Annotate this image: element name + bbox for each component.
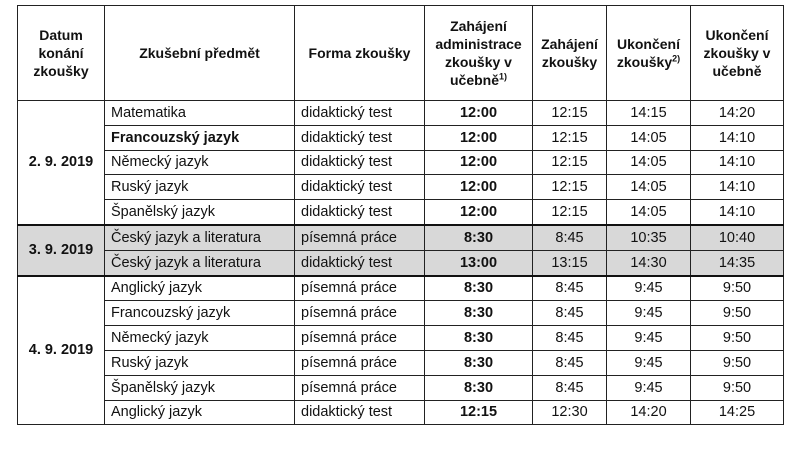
table-row bbox=[18, 375, 784, 400]
footnote-2: 2) bbox=[672, 53, 681, 64]
table-row bbox=[18, 400, 784, 425]
room-end-time: 14:10 bbox=[691, 200, 784, 225]
header-room-end: Ukončení zkoušky v učebně bbox=[691, 6, 784, 101]
subject: Francouzský jazyk bbox=[105, 125, 295, 150]
header-exam-end bbox=[607, 6, 691, 101]
header-exam-end-text: Ukončení zkoušky bbox=[616, 36, 680, 70]
room-end-time: 14:10 bbox=[691, 125, 784, 150]
table-row bbox=[18, 175, 784, 200]
subject: Francouzský jazyk bbox=[105, 301, 295, 326]
subject: Český jazyk a literatura bbox=[105, 225, 295, 250]
exam-end-time: 14:15 bbox=[607, 101, 691, 126]
table-row bbox=[18, 250, 784, 275]
subject: Anglický jazyk bbox=[105, 276, 295, 301]
table-row bbox=[18, 225, 784, 250]
exam-start-time: 12:15 bbox=[533, 125, 607, 150]
subject: Český jazyk a literatura bbox=[105, 250, 295, 275]
room-end-time: 9:50 bbox=[691, 350, 784, 375]
subject: Anglický jazyk bbox=[105, 400, 295, 425]
exam-form: didaktický test bbox=[295, 150, 425, 175]
exam-end-time: 14:05 bbox=[607, 175, 691, 200]
exam-form: písemná práce bbox=[295, 276, 425, 301]
exam-end-time: 9:45 bbox=[607, 301, 691, 326]
exam-start-time: 13:15 bbox=[533, 250, 607, 275]
room-end-time: 14:20 bbox=[691, 101, 784, 126]
table-row bbox=[18, 350, 784, 375]
room-end-time: 14:35 bbox=[691, 250, 784, 275]
subject: Ruský jazyk bbox=[105, 350, 295, 375]
exam-form: didaktický test bbox=[295, 125, 425, 150]
table-row bbox=[18, 200, 784, 225]
header-date: Datum konání zkoušky bbox=[18, 6, 105, 101]
admin-start-time: 8:30 bbox=[425, 276, 533, 301]
admin-start-time: 12:00 bbox=[425, 125, 533, 150]
admin-start-time: 8:30 bbox=[425, 375, 533, 400]
exam-form: didaktický test bbox=[295, 250, 425, 275]
exam-schedule-table bbox=[17, 5, 784, 425]
exam-start-time: 12:15 bbox=[533, 200, 607, 225]
exam-start-time: 8:45 bbox=[533, 350, 607, 375]
exam-end-time: 14:05 bbox=[607, 125, 691, 150]
exam-form: písemná práce bbox=[295, 350, 425, 375]
exam-date: 3. 9. 2019 bbox=[18, 225, 105, 276]
exam-date: 2. 9. 2019 bbox=[18, 101, 105, 225]
header-subject: Zkušební předmět bbox=[105, 6, 295, 101]
admin-start-time: 12:00 bbox=[425, 101, 533, 126]
admin-start-time: 12:00 bbox=[425, 200, 533, 225]
room-end-time: 9:50 bbox=[691, 326, 784, 351]
admin-start-time: 8:30 bbox=[425, 225, 533, 250]
exam-start-time: 12:15 bbox=[533, 101, 607, 126]
subject: Ruský jazyk bbox=[105, 175, 295, 200]
admin-start-time: 12:15 bbox=[425, 400, 533, 425]
exam-end-time: 9:45 bbox=[607, 326, 691, 351]
exam-start-time: 8:45 bbox=[533, 225, 607, 250]
header-admin-start-text: Zahájení administrace zkoušky v učebně bbox=[435, 18, 522, 88]
subject: Německý jazyk bbox=[105, 150, 295, 175]
table-row bbox=[18, 301, 784, 326]
exam-end-time: 14:30 bbox=[607, 250, 691, 275]
exam-start-time: 12:15 bbox=[533, 150, 607, 175]
exam-end-time: 9:45 bbox=[607, 350, 691, 375]
header-form: Forma zkoušky bbox=[295, 6, 425, 101]
room-end-time: 14:10 bbox=[691, 175, 784, 200]
room-end-time: 14:10 bbox=[691, 150, 784, 175]
table-row bbox=[18, 326, 784, 351]
header-admin-start bbox=[425, 6, 533, 101]
table-row bbox=[18, 276, 784, 301]
subject: Španělský jazyk bbox=[105, 200, 295, 225]
table-row bbox=[18, 101, 784, 126]
exam-form: písemná práce bbox=[295, 301, 425, 326]
exam-end-time: 9:45 bbox=[607, 276, 691, 301]
exam-start-time: 12:15 bbox=[533, 175, 607, 200]
exam-end-time: 9:45 bbox=[607, 375, 691, 400]
exam-start-time: 8:45 bbox=[533, 301, 607, 326]
exam-date: 4. 9. 2019 bbox=[18, 276, 105, 425]
exam-form: didaktický test bbox=[295, 101, 425, 126]
admin-start-time: 8:30 bbox=[425, 326, 533, 351]
exam-end-time: 14:05 bbox=[607, 200, 691, 225]
table-row bbox=[18, 125, 784, 150]
room-end-time: 9:50 bbox=[691, 276, 784, 301]
header-exam-start: Zahájení zkoušky bbox=[533, 6, 607, 101]
admin-start-time: 8:30 bbox=[425, 301, 533, 326]
exam-start-time: 8:45 bbox=[533, 276, 607, 301]
admin-start-time: 12:00 bbox=[425, 175, 533, 200]
admin-start-time: 8:30 bbox=[425, 350, 533, 375]
exam-form: didaktický test bbox=[295, 175, 425, 200]
exam-start-time: 12:30 bbox=[533, 400, 607, 425]
header-row bbox=[18, 6, 784, 101]
table-row bbox=[18, 150, 784, 175]
exam-form: didaktický test bbox=[295, 400, 425, 425]
footnote-1: 1) bbox=[499, 71, 508, 82]
exam-end-time: 14:05 bbox=[607, 150, 691, 175]
admin-start-time: 13:00 bbox=[425, 250, 533, 275]
exam-end-time: 10:35 bbox=[607, 225, 691, 250]
subject: Matematika bbox=[105, 101, 295, 126]
subject: Španělský jazyk bbox=[105, 375, 295, 400]
admin-start-time: 12:00 bbox=[425, 150, 533, 175]
room-end-time: 9:50 bbox=[691, 375, 784, 400]
exam-start-time: 8:45 bbox=[533, 326, 607, 351]
exam-form: písemná práce bbox=[295, 375, 425, 400]
exam-schedule bbox=[17, 5, 783, 425]
exam-form: písemná práce bbox=[295, 326, 425, 351]
room-end-time: 9:50 bbox=[691, 301, 784, 326]
subject: Německý jazyk bbox=[105, 326, 295, 351]
schedule-body bbox=[18, 101, 784, 425]
exam-form: písemná práce bbox=[295, 225, 425, 250]
exam-form: didaktický test bbox=[295, 200, 425, 225]
exam-end-time: 14:20 bbox=[607, 400, 691, 425]
room-end-time: 10:40 bbox=[691, 225, 784, 250]
room-end-time: 14:25 bbox=[691, 400, 784, 425]
exam-start-time: 8:45 bbox=[533, 375, 607, 400]
